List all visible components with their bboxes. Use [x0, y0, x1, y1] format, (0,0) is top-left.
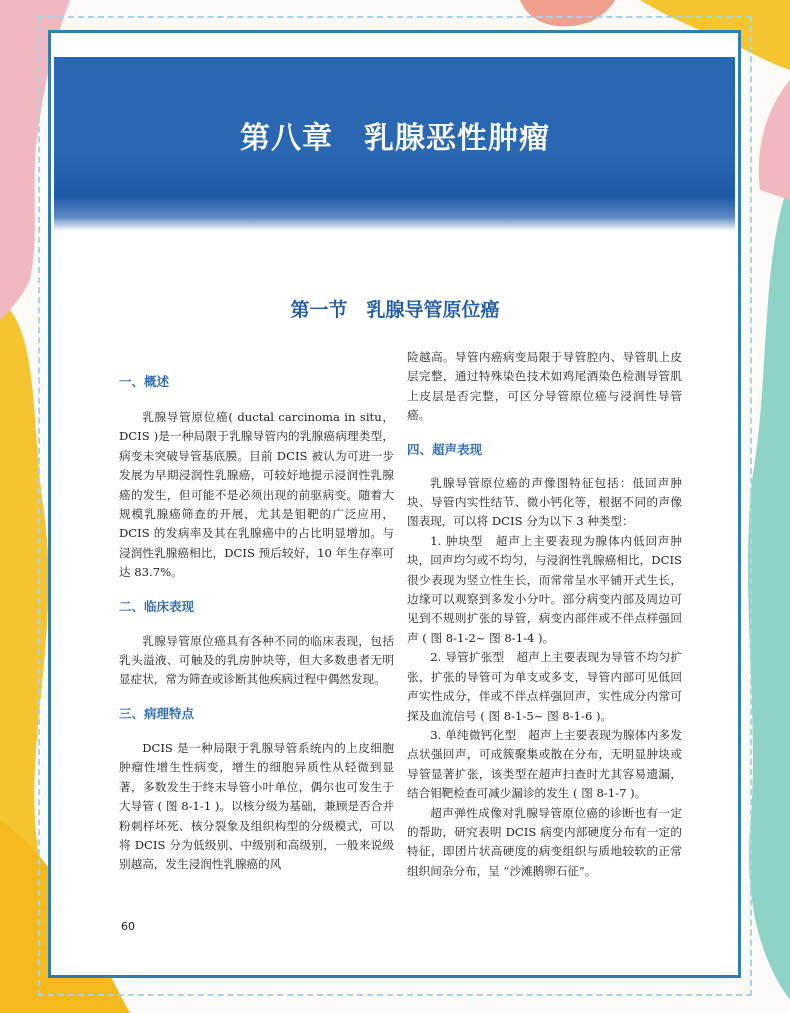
paragraph-pathology: DCIS 是一种局限于乳腺导管系统内的上皮细胞肿瘤性增生性病变，增生的细胞异质性从轻微到显著，多数发生于终末导管小叶单位，偶尔也可发生于大导管 ( 图 8-1-1 )。以核分级为基础，兼顾是否合并粉刺样坏死、核分裂象及组织构型的分级模式，可以将 DCIS 分为低级别、中级别和高级别，一般来说级别越高，发生浸润性乳腺癌的风 [119, 740, 394, 872]
page-number: 60 [121, 920, 135, 933]
left-column [119, 372, 394, 875]
paragraph-mass-type: 1. 肿块型 超声上主要表现为腺体内低回声肿块，回声均匀或不均匀，与浸润性乳腺癌相比，DCIS 很少表现为竖立性生长，而常常呈水平铺开式生长，边缘可以观察到多发小分叶。部分病变内部及周边可见到不规则扩张的导管，病变内部伴或不伴点样强回声 ( 图 8-1-2~ 图 8-1-4 )。 [407, 533, 682, 645]
paragraph-overview: 乳腺导管原位癌( ductal carcinoma in situ，DCIS )是一种局限于乳腺导管内的乳腺癌病理类型，病变未突破导管基底膜。目前 DCIS 被认为可进一步发展为早期浸润性乳腺癌，可较好地提示浸润性乳腺癌的发生，但可能不是必须出现的前驱病变。随着大规模乳腺癌筛查的开展，尤其是钼靶的广泛应用，DCIS 的发病率及其在乳腺癌中的占比明显增加。与浸润性乳腺癌相比，DCIS 预后较好，10 年生存率可达 83.7%。 [119, 410, 394, 580]
heading-ultrasound: 四、超声表现 [407, 441, 483, 457]
paragraph-pathology-cont: 险越高。导管内癌病变局限于导管腔内、导管肌上皮层完整，通过特殊染色技术如鸡尾酒染色检测导管肌上皮层是否完整，可区分导管原位癌与浸润性导管癌。 [407, 350, 682, 423]
heading-pathology: 三、病理特点 [119, 705, 195, 721]
chapter-title: 第八章 乳腺恶性肿瘤 [240, 121, 550, 156]
right-column [407, 348, 682, 881]
paragraph-calcification-type: 3. 单纯微钙化型 超声上主要表现为腺体内多发点状强回声，可成簇聚集或散在分布，无明显肿块或导管显著扩张，该类型在超声扫查时尤其容易遗漏，结合钼靶检查可减少漏诊的发生 ( 图 8-1-7 )。 [407, 727, 682, 801]
paragraph-duct-type: 2. 导管扩张型 超声上主要表现为导管不均匀扩张，扩张的导管可为单支或多支，导管内部可见低回声实性成分，伴或不伴点样强回声，实性成分内常可探及血流信号 ( 图 8-1-5~ 图 8-1-6 )。 [407, 650, 682, 723]
paragraph-elastography: 超声弹性成像对乳腺导管原位癌的诊断也有一定的帮助，研究表明 DCIS 病变内部硬度分布有一定的特征，即团片状高硬度的病变组织与质地较软的正常组织间杂分布，呈 “沙滩鹅卵石征”。 [407, 805, 682, 878]
paragraph-clinical: 乳腺导管原位癌具有各种不同的临床表现，包括乳头溢液、可触及的乳房肿块等，但大多数患者无明显症状，常为筛查或诊断其他疾病过程中偶然发现。 [119, 633, 394, 687]
section-title: 第一节 乳腺导管原位癌 [290, 299, 500, 321]
paragraph-ultrasound-intro: 乳腺导管原位癌的声像图特征包括：低回声肿块、导管内实性结节、微小钙化等，根据不同的声像图表现，可以将 DCIS 分为以下 3 种类型： [407, 475, 682, 529]
heading-clinical: 二、临床表现 [119, 598, 195, 614]
heading-overview: 一、概述 [119, 374, 170, 389]
